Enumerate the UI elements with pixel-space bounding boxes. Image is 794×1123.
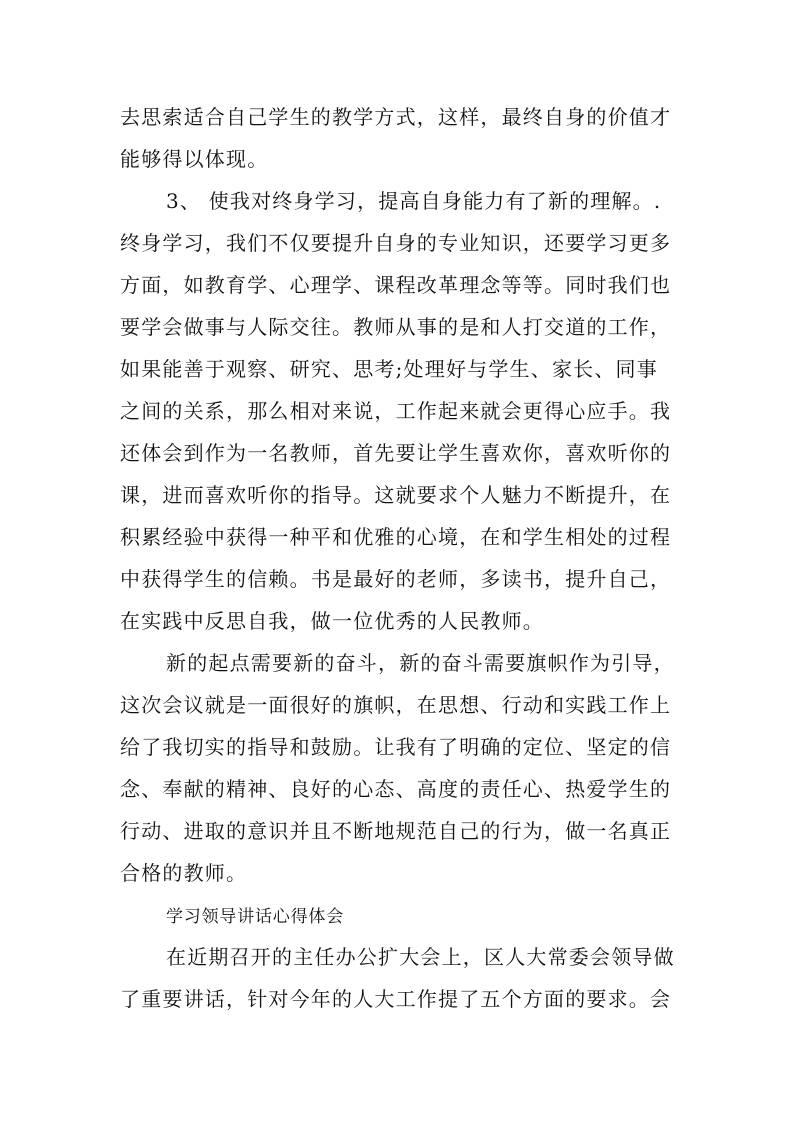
text-line: 了重要讲话，针对今年的人大工作提了五个方面的要求。会 xyxy=(120,987,672,1011)
text-line: 能够得以体现。 xyxy=(120,147,269,171)
text-line: 终身学习，我们不仅要提升自身的专业知识，还要学习更多 xyxy=(120,231,672,255)
text-line: 之间的关系，那么相对来说，工作起来就会更得心应手。我 xyxy=(120,399,672,423)
text-line: 行动、进取的意识并且不断地规范自己的行为，做一名真正 xyxy=(120,819,672,843)
text-line: 给了我切实的指导和鼓励。让我有了明确的定位、坚定的信 xyxy=(120,735,672,759)
text-line: 合格的教师。 xyxy=(120,861,248,885)
text-line: 方面，如教育学、心理学、课程改革理念等等。同时我们也 xyxy=(120,273,672,297)
text-line: 要学会做事与人际交往。教师从事的是和人打交道的工作， xyxy=(120,315,672,339)
text-line: 积累经验中获得一种平和优雅的心境，在和学生相处的过程 xyxy=(120,525,672,549)
text-line: 还体会到作为一名教师，首先要让学生喜欢你，喜欢听你的 xyxy=(120,441,672,465)
section-title: 学习领导讲话心得体会 xyxy=(166,907,344,927)
text-line: 如果能善于观察、研究、思考;处理好与学生、家长、同事 xyxy=(120,357,658,381)
text-line: 念、奉献的精神、良好的心态、高度的责任心、热爱学生的 xyxy=(120,777,672,801)
text-line: 在实践中反思自我，做一位优秀的人民教师。 xyxy=(120,609,544,633)
text-line: 这次会议就是一面很好的旗帜，在思想、行动和实践工作上 xyxy=(120,693,672,717)
text-line: 去思索适合自己学生的教学方式，这样，最终自身的价值才 xyxy=(120,105,672,129)
text-line: 新的起点需要新的奋斗，新的奋斗需要旗帜作为引导， xyxy=(166,651,675,675)
text-line: 课，进而喜欢听你的指导。这就要求个人魅力不断提升，在 xyxy=(120,483,672,507)
text-line: 中获得学生的信赖。书是最好的老师，多读书，提升自己， xyxy=(120,567,672,591)
text-line: 在近期召开的主任办公扩大会上，区人大常委会领导做 xyxy=(166,945,675,969)
text-line: 3、 使我对终身学习，提高自身能力有了新的理解。. xyxy=(166,189,662,213)
